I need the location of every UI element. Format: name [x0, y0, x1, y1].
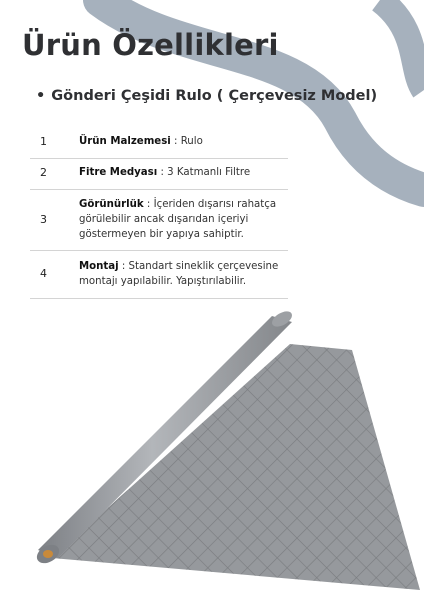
spec-row-4 [30, 250, 288, 299]
spec-number: 4 [40, 267, 47, 280]
spec-row-1 [30, 124, 288, 159]
bullet-icon: • [36, 88, 46, 104]
spec-number: 3 [40, 213, 47, 226]
spec-number: 1 [40, 135, 47, 148]
spec-row-2 [30, 158, 288, 190]
spec-value: : Rulo [170, 136, 203, 147]
spec-text [79, 165, 291, 180]
spec-label: Montaj [79, 261, 119, 272]
spec-value: : İçeriden dışarısı rahatça görülebilir ancak dışarıdan içeriyi göstermeyen bir yapıya sahiptir. [79, 199, 277, 240]
spec-number: 2 [40, 166, 47, 179]
spec-text [79, 134, 291, 149]
spec-row-3 [30, 189, 288, 251]
spec-label: Görünürlük [79, 199, 144, 210]
bullet-text: Gönderi Çeşidi Rulo ( Çerçevesiz Model) [51, 88, 378, 104]
spec-value: : 3 Katmanlı Filtre [157, 167, 251, 178]
spec-text [79, 197, 291, 242]
shipment-type-bullet [36, 88, 377, 104]
spec-label: Ürün Malzemesi [79, 136, 171, 147]
page-title: Ürün Özellikleri [22, 28, 279, 62]
mesh-roll-image [0, 300, 424, 600]
spec-text [79, 259, 291, 289]
spec-value: : Standart sineklik çerçevesine montajı yapılabilir. Yapıştırılabilir. [79, 261, 279, 287]
spec-label: Fitre Medyası [79, 167, 158, 178]
